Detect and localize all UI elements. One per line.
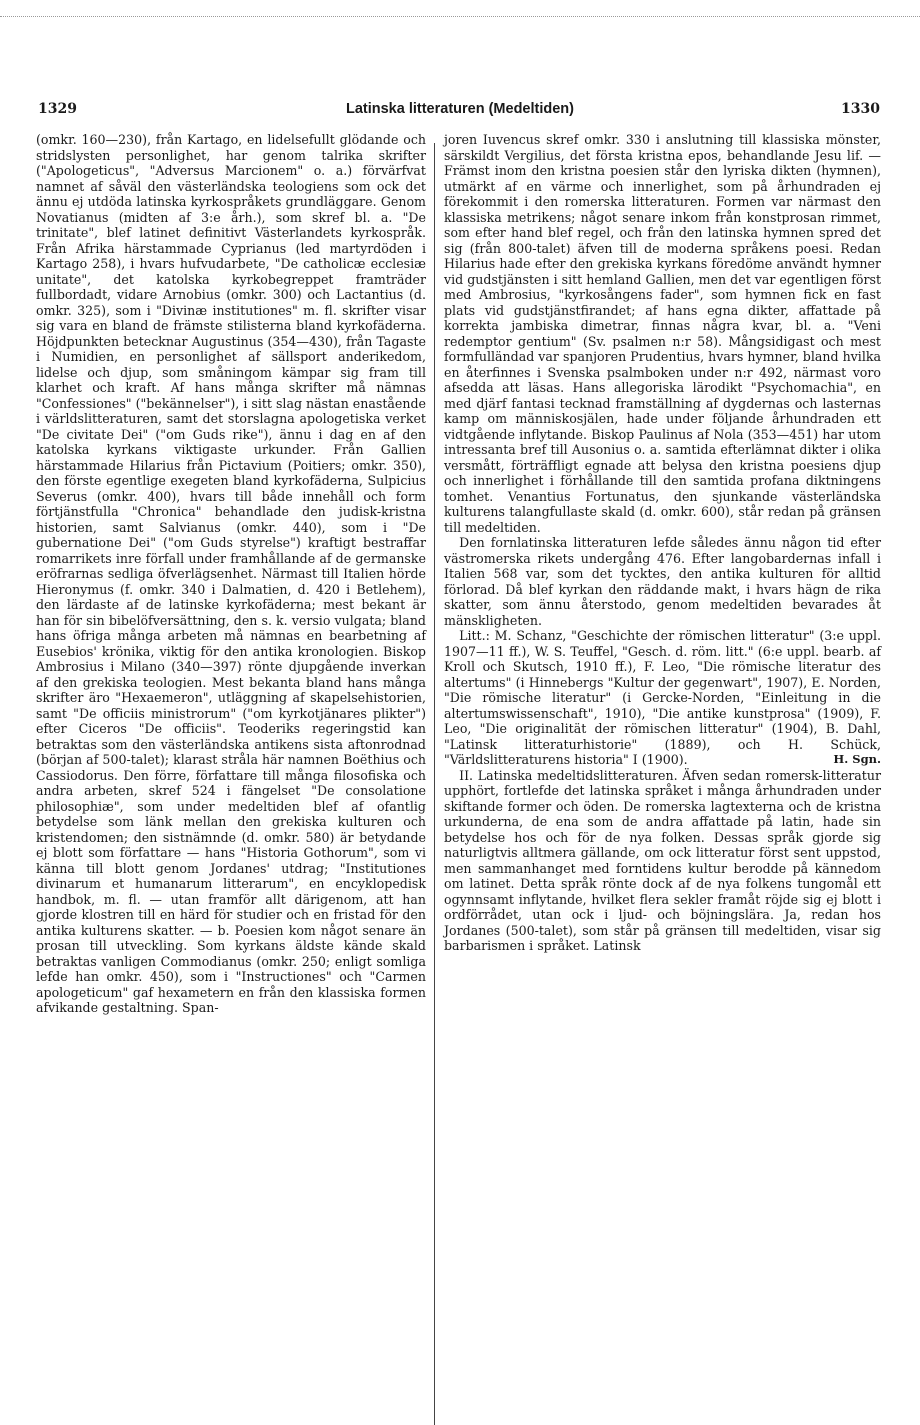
left-column — [36, 132, 426, 1016]
page-number-right: 1330 — [841, 101, 880, 117]
page-number-left: 1329 — [38, 101, 77, 117]
paragraph-medieval-literature: II. Latinska medeltidslitteraturen. Äfven sedan romersk-litteratur upphört, fortlefde det latinska språket i många århundraden under skiftande former och öden. De romerska lagtexterna och de kristna urkunderna, de ena som de andra affattade på latin, hade sin betydelse hos och för de nya folken. Dessas språk gjorde sig naturligtvis alltmera gällande, om ock litteratur först sent uppstod, men sammanhanget med forntidens kultur berodde på kännedom om latinet. Detta språk rönte dock af de nya folkens tungomål ett ogynnsamt inflytande, hvilket flera sekler framåt röjde sig ej blott i ordförrådet, utan ock i ljud- och böjningslära. Ja, redan hos Jordanes (500-talet), som står på gränsen till medeltiden, visar sig barbarismen i språket. Latinsk — [444, 767, 881, 953]
right-column — [444, 132, 881, 954]
running-title: Latinska litteraturen (Medeltiden) — [345, 101, 574, 117]
column-rule — [434, 143, 435, 1425]
paragraph-literature — [444, 628, 881, 768]
scan-top-dotted-line — [0, 16, 920, 17]
left-column-text: (omkr. 160—230), från Kartago, en lidelsefullt glödande och stridslysten personlighet, har genom talrika skrifter ("Apologeticus", "Adversus Marcionem" o. a.) förvärfvat namnet af såväl den västerländska teologiens som ock det ännu ej utdöda latinska kyrkospråkets grundläggare. Genom Novatianus (midten af 3:e årh.), som skref bl. a. "De trinitate", blef latinet definitivt Västerlandets kyrkospråk. Från Afrika härstammade Cyprianus (led martyrdöden i Kartago 258), i hvars hufvudarbete, "De catholicæ ecclesiæ unitate", det katolska kyrkobegreppet framträder fullbordadt, vidare Arnobius (omkr. 300) och Lactantius (d. omkr. 325), som i "Divinæ institutiones" m. fl. skrifter visar sig vara en bland de främste stilisterna bland kyrkofäderna. Höjdpunkten betecknar Augustinus (354—430), från Tagaste i Numidien, en personlighet af sällsport anderikedom, lidelse och djup, som småningom kämpar sig fram till klarhet och kraft. Af hans många skrifter må nämnas "Confessiones" ("bekännelser"), i sitt slag nästan enastående i världslitteraturen, samt det storslagna apologetiska verket "De civitate Dei" ("om Guds rike"), ännu i dag en af den katolska kyrkans viktigaste urkunder. Från Gallien härstammade Hilarius från Pictavium (Poitiers; omkr. 350), den förste egentlige exegeten bland kyrkofäderna, Sulpicius Severus (omkr. 400), hvars till både innehåll och form förtjänstfulla "Chronica" behandlade den judisk-kristna historien, samt Salvianus (omkr. 440), som i "De gubernatione Dei" ("om Guds styrelse") kraftigt bestraffar romarrikets inre förfall under framhållande af de germanske eröfrarnas sedliga öfverlägsenhet. Närmast till Italien hörde Hieronymus (f. omkr. 340 i Dalmatien, d. 420 i Betlehem), den lärdaste af de latinske kyrkofäderna; mest bekant är han för sin bibelöfversättning, den s. k. versio vulgata; bland hans öfriga många arbeten må nämnas en bearbetning af Eusebios' krönika, viktig för den antika kronologien. Biskop Ambrosius i Milano (340—397) rönte djupgående inverkan af den grekiska teologien. Mest bekanta bland hans många skrifter äro "Hexaemeron", utläggning af skapelsehistorien, samt "De officiis ministrorum" ("om kyrkotjänares plikter") efter Ciceros "De officiis". Teoderiks regeringstid kan betraktas som den västerländska antikens sista aftonrodnad (början af 500-talet); klarast stråla här namnen Boëthius och Cassiodorus. Den förre, författare till många filosofiska och andra arbeten, skref 524 i fängelset "De consolatione philosophiæ", som under medeltiden blef af ofantlig betydelse som länk mellan den grekiska kulturen och kristendomen; den sistnämnde (d. omkr. 580) är betydande ej blott som författare — hans "Historia Gothorum", som vi känna till blott genom Jordanes' utdrag; "Institutiones divinarum et humanarum litterarum", en encyklopedisk handbok, m. fl. — utan framför allt därigenom, att han gjorde klostren till en härd för studier och en fristad för den antika kulturens skatter. — b. Poesien kom något senare än prosan till utveckling. Som kyrkans äldste kände skald betraktas vanligen Commodianus (omkr. 250; enligt somliga lefde han omkr. 450), som i "Instructiones" och "Carmen apologeticum" gaf hexametern en från den klassiska formen afvikande gestaltning. Span- — [36, 132, 426, 1015]
paragraph-end-of-antiquity: Den fornlatinska litteraturen lefde således ännu någon tid efter västromerska rikets undergång 476. Efter langobardernas infall i Italien 568 var, som det tycktes, den antika kulturen för alltid förlorad. Då blef kyrkan den räddande makt, i hvars hägn de rika skatter, som ännu återstodo, genom medeltiden bevarades åt mänskligheten. — [444, 535, 881, 628]
author-signature: H. Sgn. — [833, 752, 881, 766]
paragraph-poetry: joren Iuvencus skref omkr. 330 i anslutning till klassiska mönster, särskildt Vergilius, det första kristna epos, behandlande Jesu lif. — Främst inom den kristna poesien står den lyriska dikten (hymnen), utmärkt af en värme och innerlighet, som på århundraden ej förekommit i den romerska litteraturen. Formen var närmast den klassiska metrikens; något senare inkom från konstprosan rimmet, som efter hand blef regel, och från den latinska hymnen spred det sig (från 800-talet) äfven till de moderna språkens poesi. Redan Hilarius hade efter den grekiska kyrkans föredöme användt hymner vid gudstjänsten i sitt hemland Gallien, men det var egentligen först med Ambrosius, "kyrkosångens fader", som hymnen fick en fast plats vid gudstjänstfirandet; af hans egna dikter, affattade på korrekta jambiska dimetrar, finnas några kvar, bl. a. "Veni redemptor gentium" (Sv. psalmen n:r 58). Mångsidigast och mest formfulländad var spanjoren Prudentius, hvars hymner, bland hvilka en återfinnes i Svenska psalmboken under n:r 492, närmast voro afsedda att läsas. Hans allegoriska lärodikt "Psychomachia", en med djärf fantasi tecknad framställning af dygdernas och lasternas kamp om människosjälen, hade under följande århundraden ett vidtgående inflytande. Biskop Paulinus af Nola (353—451) har utom intressanta bref till Ausonius o. a. samtida efterlämnat dikter i olika versmått, förträffligt egnade att belysa den kristna poesiens djup och innerlighet i förhållande till den samtida profana diktningens tomhet. Venantius Fortunatus, den sjunkande västerländska kulturens talangfullaste skald (d. omkr. 600), står redan på gränsen till medeltiden. — [444, 132, 882, 535]
literature-text: Litt.: M. Schanz, "Geschichte der römischen litteratur" (3:e uppl. 1907—11 ff.), W. S. Teuffel, "Gesch. d. röm. litt." (6:e uppl. bearb. af Kroll och Skutsch, 1910 ff.), F. Leo, "Die römische literatur des altertums" (i Hinnebergs "Kultur der gegenwart", 1907), E. Norden, "Die römische literatur" (i Gercke-Norden, "Einleitung in die altertumswissenschaft", 1910), "Die antike kunstprosa" (1909), F. Leo, "Die originalität der römischen litteratur" (1904), B. Dahl, "Latinsk litteraturhistorie" (1889), och H. Schück, "Världslitteraturens historia" I (1900). — [444, 628, 881, 767]
